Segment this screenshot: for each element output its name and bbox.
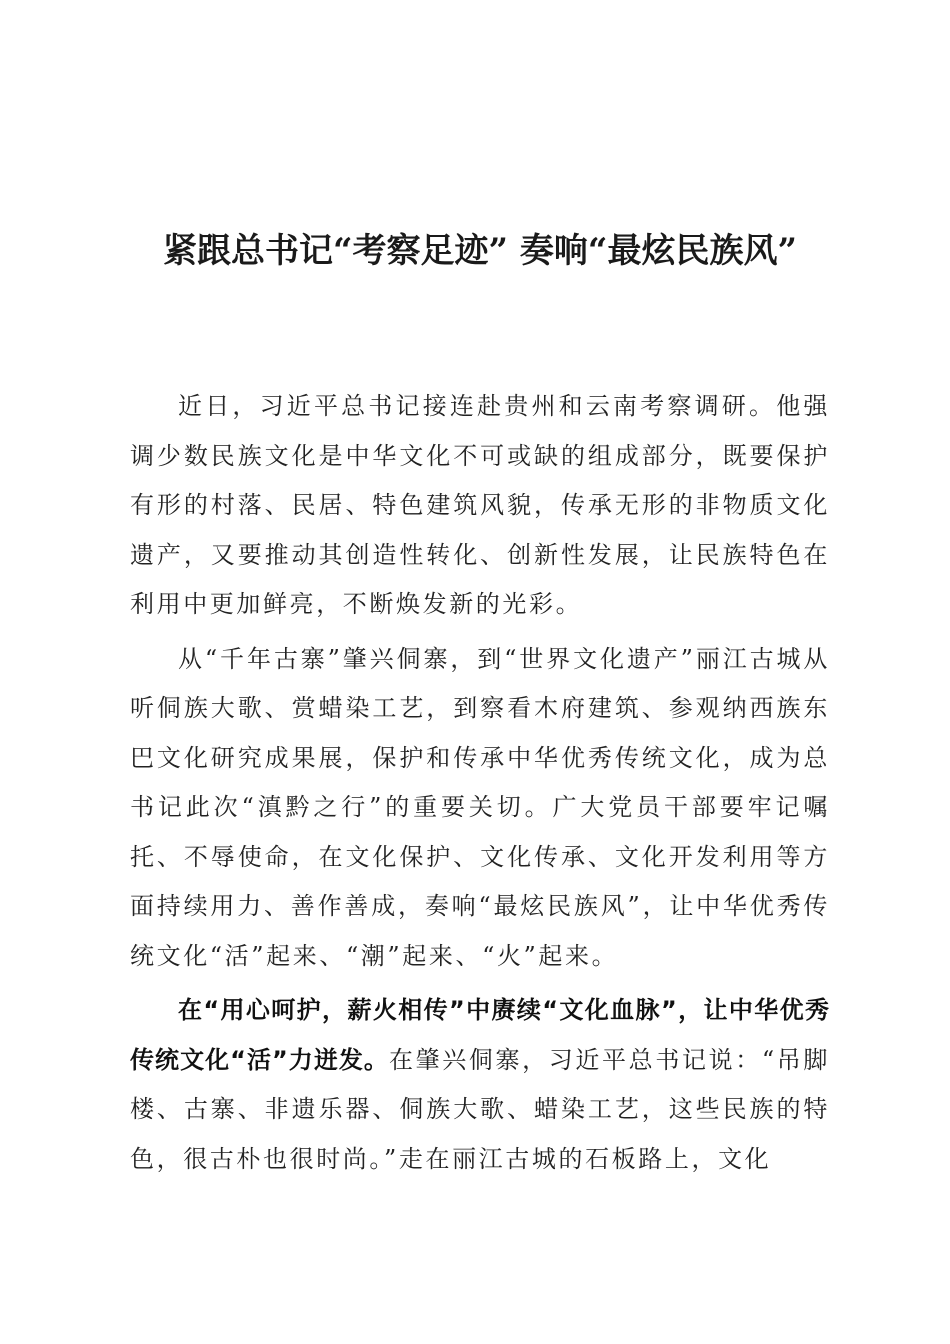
paragraph-1	[130, 382, 830, 630]
document-title: 紧跟总书记“考察足迹” 奏响“最炫民族风”	[162, 231, 798, 271]
paragraph-2	[130, 635, 830, 982]
paragraph-3	[130, 986, 830, 1184]
paragraph-3-text: 在肇兴侗寨，习近平总书记说：“吊脚楼、古寨、非遗乐器、侗族大歌、蜡染工艺，这些民族的特色，很古朴也很时尚。”走在丽江古城的石板路上，文化	[130, 1045, 831, 1173]
paragraph-1-text: 近日，习近平总书记接连赴贵州和云南考察调研。他强调少数民族文化是中华文化不可或缺的组成部分，既要保护有形的村落、民居、特色建筑风貌，传承无形的非物质文化遗产，又要推动其创造性转化、创新性发展，让民族特色在利用中更加鲜亮，不断焕发新的光彩。	[130, 392, 830, 618]
paragraph-2-text: 从“千年古寨”肇兴侗寨，到“世界文化遗产”丽江古城从听侗族大歌、赏蜡染工艺，到察看木府建筑、参观纳西族东巴文化研究成果展，保护和传承中华优秀传统文化，成为总书记此次“滇黔之行”的重要关切。广大党员干部要牢记嘱托、不辱使命，在文化保护、文化传承、文化开发利用等方面持续用力、善作善成，奏响“最炫民族风”，让中华优秀传统文化“活”起来、“潮”起来、“火”起来。	[130, 644, 830, 970]
paragraph-3-lead-heading: 在“用心呵护，薪火相传”中赓续“文化血脉”，让中华优秀传统文化“活”力迸发。	[130, 996, 830, 1074]
document-body	[130, 382, 830, 1189]
